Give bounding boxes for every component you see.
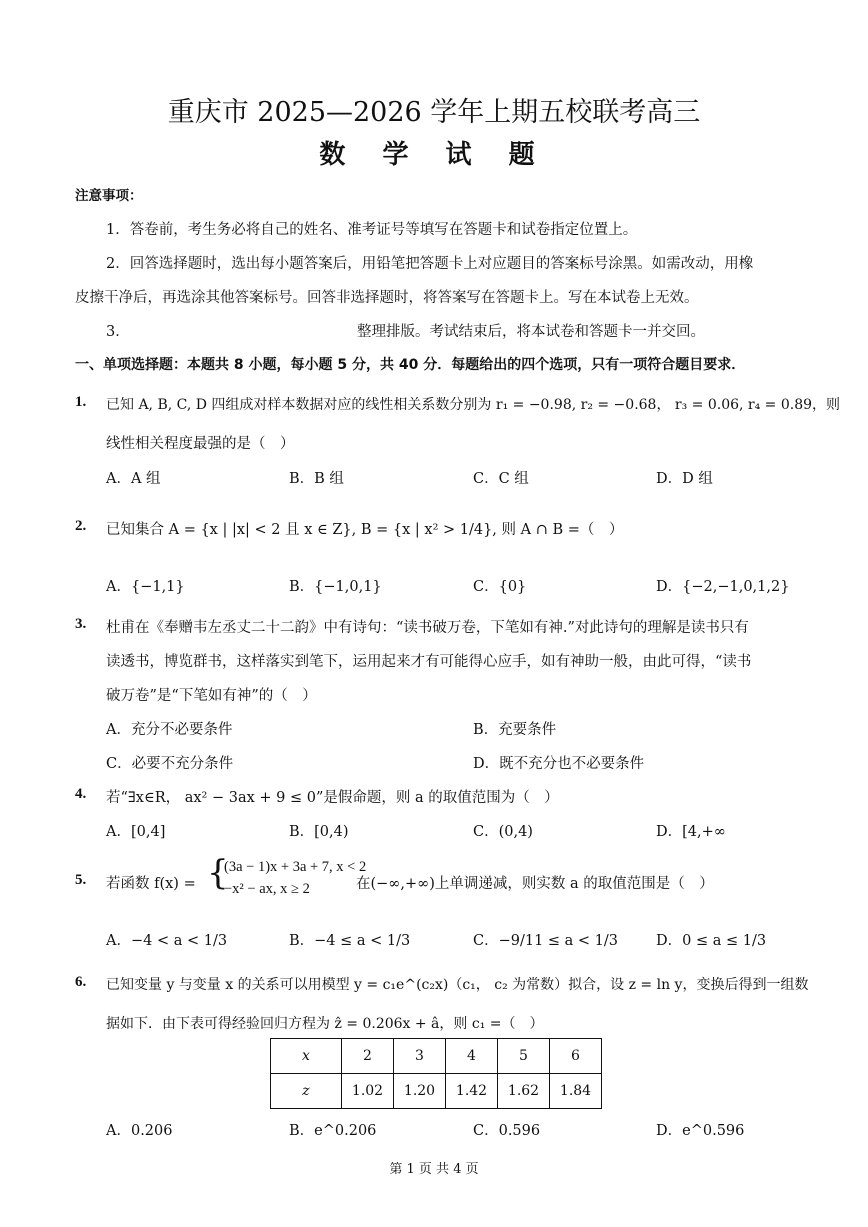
table-cell: 5 — [498, 1039, 550, 1074]
q5-option-b: B．−4 ≤ a < 1/3 — [289, 933, 411, 949]
q6-number: 6. — [75, 974, 87, 990]
table-row-label: z — [271, 1074, 342, 1109]
q1-number: 1. — [75, 394, 87, 410]
q1-stem-line1: 已知 A, B, C, D 四组成对样本数据对应的线性相关系数分别为 r₁ = −0.98, r₂ = −0.68， r₃ = 0.06, r₄ = 0.89，则 — [106, 397, 841, 413]
q3-option-d: D．既不充分也不必要条件 — [473, 756, 645, 772]
q5-option-c: C．−9/11 ≤ a < 1/3 — [473, 933, 619, 949]
table-cell: 6 — [550, 1039, 602, 1074]
table-cell: 1.20 — [394, 1074, 446, 1109]
table-row — [271, 1074, 602, 1109]
notice-item-3-text: 整理排版。考试结束后，将本试卷和答题卡一并交回。 — [357, 324, 705, 340]
q4-option-b: B．[0,4) — [289, 824, 349, 840]
table-row — [271, 1039, 602, 1074]
q2-option-a: A．{−1,1} — [106, 579, 185, 595]
notice-item-2-line1: 2．回答选择题时，选出每小题答案后，用铅笔把答题卡上对应题目的答案标号涂黑。如需改动，用橡 — [106, 256, 754, 272]
q4-number: 4. — [75, 786, 87, 802]
q2-stem: 已知集合 A = {x | |x| < 2 且 x ∈ Z}, B = {x | x² > 1/4}, 则 A ∩ B =（ ） — [106, 522, 624, 538]
table-cell: 1.84 — [550, 1074, 602, 1109]
q1-option-a: A．A 组 — [106, 471, 161, 487]
q6-option-c: C．0.596 — [473, 1123, 541, 1139]
notice-heading: 注意事项： — [75, 188, 143, 204]
q3-option-c: C．必要不充分条件 — [106, 756, 234, 772]
q1-option-d: D．D 组 — [656, 471, 713, 487]
q4-stem: 若“∃x∈R， ax² − 3ax + 9 ≤ 0”是假命题，则 a 的取值范围为（ ） — [106, 790, 559, 806]
q3-option-b: B．充要条件 — [473, 722, 557, 738]
table-cell: 1.02 — [342, 1074, 394, 1109]
q4-option-c: C．(0,4) — [473, 824, 533, 840]
q1-option-c: C．C 组 — [473, 471, 529, 487]
q3-stem-line2: 读透书，博览群书，这样落实到笔下，运用起来才有可能得心应手，如有神助一般，由此可得，“读书 — [106, 654, 752, 670]
q2-option-d: D．{−2,−1,0,1,2} — [656, 579, 790, 595]
q2-option-b: B．{−1,0,1} — [289, 579, 382, 595]
page-footer: 第 1 页 共 4 页 — [389, 1162, 479, 1177]
q5-option-a: A．−4 < a < 1/3 — [106, 933, 228, 949]
q3-option-a: A．充分不必要条件 — [106, 722, 233, 738]
q6-option-b: B．e^0.206 — [289, 1123, 377, 1139]
q4-option-d: D．[4,+∞ — [656, 824, 726, 840]
table-cell: 1.42 — [446, 1074, 498, 1109]
q6-option-a: A．0.206 — [106, 1123, 173, 1139]
q3-stem-line3: 破万卷”是“下笔如有神”的（ ） — [106, 688, 317, 704]
data-table — [270, 1038, 602, 1109]
q5-number: 5. — [75, 872, 87, 888]
q5-case-1: (3a − 1)x + 3a + 7, x < 2 — [224, 859, 367, 875]
q3-number: 3. — [75, 616, 87, 632]
table-cell: 2 — [342, 1039, 394, 1074]
table-row-label: x — [271, 1039, 342, 1074]
q5-brace: { — [207, 853, 229, 893]
section-heading: 一、单项选择题：本题共 8 小题，每小题 5 分，共 40 分．每题给出的四个选项，只有一项符合题目要求． — [75, 357, 746, 373]
table-cell: 1.62 — [498, 1074, 550, 1109]
exam-subtitle: 数 学 试 题 — [319, 140, 549, 170]
q6-stem-line2: 据如下．由下表可得经验回归方程为 ẑ = 0.206x + â，则 c₁ =（ ） — [106, 1016, 544, 1032]
notice-item-3-num: 3． — [106, 324, 130, 340]
exam-title: 重庆市 2025—2026 学年上期五校联考高三 — [167, 97, 701, 128]
notice-item-2-line2: 皮擦干净后，再选涂其他答案标号。回答非选择题时，将答案写在答题卡上。写在本试卷上无效。 — [75, 290, 699, 306]
q5-stem-pre: 若函数 f(x) = — [106, 876, 196, 892]
q5-option-d: D．0 ≤ a ≤ 1/3 — [656, 933, 767, 949]
table-cell: 3 — [394, 1039, 446, 1074]
q1-option-b: B．B 组 — [289, 471, 344, 487]
notice-item-1: 1．答卷前，考生务必将自己的姓名、准考证号等填写在答题卡和试卷指定位置上。 — [106, 222, 638, 238]
q3-stem-line1: 杜甫在《奉赠韦左丞丈二十二韵》中有诗句：“读书破万卷，下笔如有神.”对此诗句的理解是读书只有 — [106, 620, 749, 636]
q2-option-c: C．{0} — [473, 579, 527, 595]
table-cell: 4 — [446, 1039, 498, 1074]
q4-option-a: A．[0,4] — [106, 824, 166, 840]
q5-case-2: −x² − ax, x ≥ 2 — [224, 881, 310, 897]
q5-stem-post: 在(−∞,+∞)上单调递减，则实数 a 的取值范围是（ ） — [356, 876, 714, 892]
q2-number: 2. — [75, 518, 87, 534]
q6-option-d: D．e^0.596 — [656, 1123, 745, 1139]
q1-stem-line2: 线性相关程度最强的是（ ） — [106, 436, 295, 452]
q6-stem-line1: 已知变量 y 与变量 x 的关系可以用模型 y = c₁e^(c₂x)（c₁， c₂ 为常数）拟合，设 z = ln y，变换后得到一组数 — [106, 977, 809, 993]
